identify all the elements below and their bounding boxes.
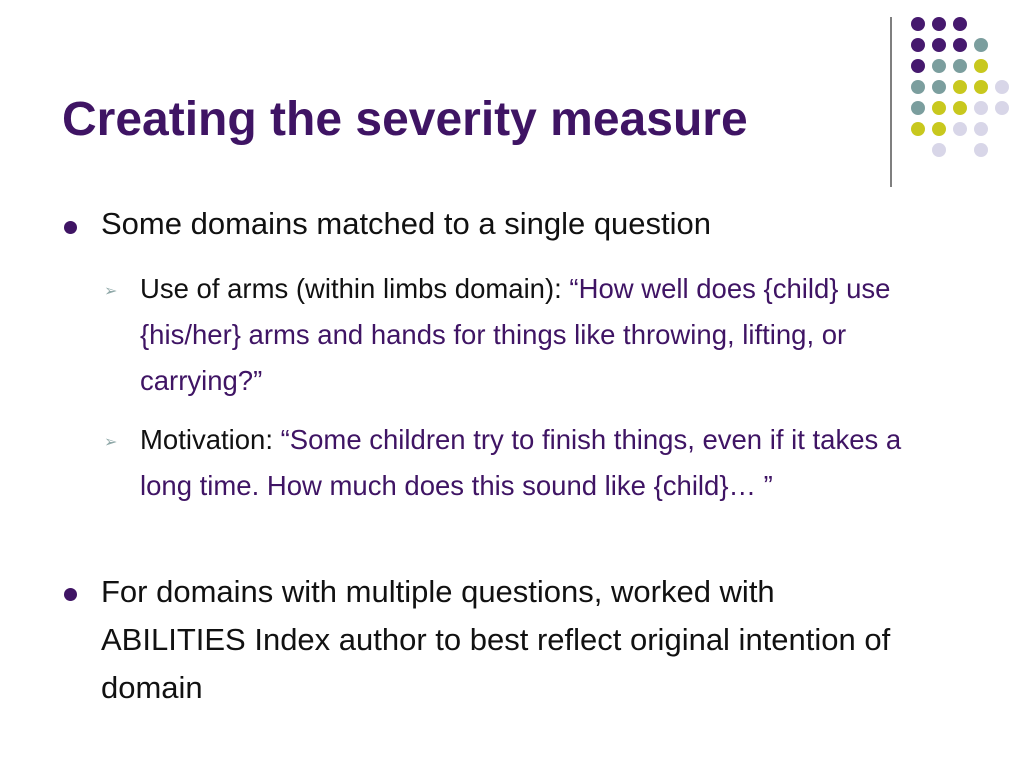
chevron-right-icon: ➢ — [104, 281, 118, 300]
sub-bullet-text — [140, 266, 930, 404]
sub-bullet-quote: “Some children try to finish things, even if it takes a long time. How much does this sound like {child}… ” — [140, 424, 902, 501]
bullet-icon — [64, 221, 77, 234]
sub-bullet-lead: Motivation: — [140, 424, 281, 455]
slide-title: Creating the severity measure — [62, 93, 748, 146]
sub-bullet-quote: “How well does {child} use {his/her} arms and hands for things like throwing, lifting, or carrying?” — [140, 273, 891, 396]
bullet-text: For domains with multiple questions, worked with ABILITIES Index author to best reflect original intention of domain — [101, 574, 891, 705]
sub-bullet-lead: Use of arms (within limbs domain): — [140, 273, 570, 304]
chevron-right-icon: ➢ — [104, 432, 118, 451]
bullet-text: Some domains matched to a single question — [101, 206, 712, 241]
sub-bullet-text — [140, 417, 930, 509]
bullet-icon — [64, 588, 77, 601]
